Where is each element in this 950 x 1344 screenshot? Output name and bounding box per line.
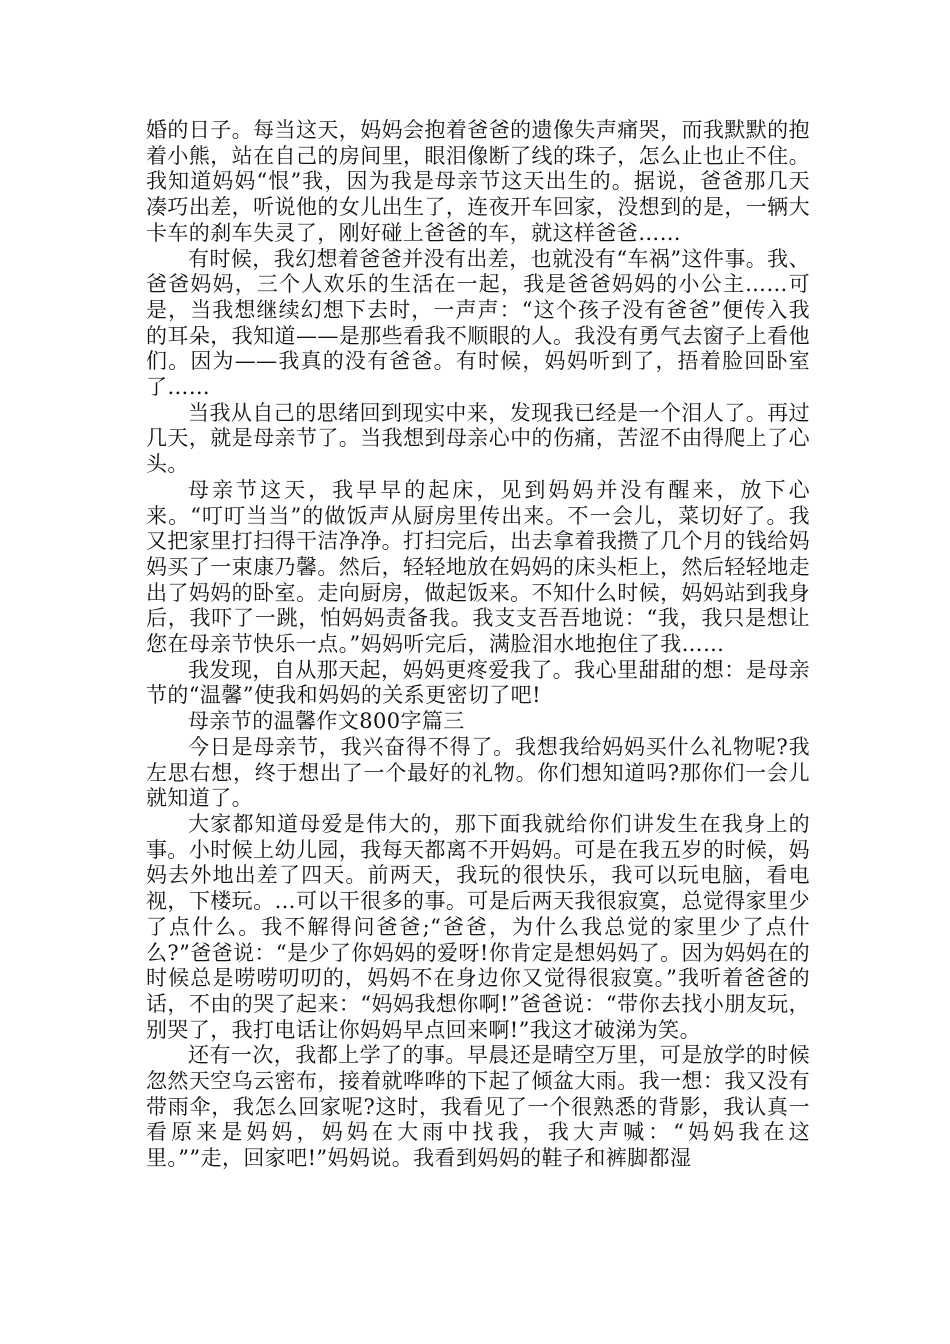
section-heading: 母亲节的温馨作文800字篇三 [188,709,465,734]
paragraph-5: 我发现，自从那天起，妈妈更疼爱我了。我心里甜甜的想：是母亲节的“温馨”使我和妈妈的关系更密切了吧! [146,657,810,708]
paragraph-4: 母亲节这天，我早早的起床，见到妈妈并没有醒来，放下心来。“叮叮当当”的做饭声从厨房里传出来。不一会儿，菜切好了。我又把家里打扫得干洁净净。打扫完后，出去拿着我攒了几个月的钱给妈妈买了一束康乃馨。然后，轻轻地放在妈妈的床头柜上，然后轻轻地走出了妈妈的卧室。走向厨房，做起饭来。不知什么时候，妈妈站到我身后，我吓了一跳，怕妈妈责备我。我支支吾吾地说：“我，我只是想让您在母亲节快乐一点。”妈妈听完后，满脸泪水地抱住了我…… [146,477,810,657]
paragraph-6: 今日是母亲节，我兴奋得不得了。我想我给妈妈买什么礼物呢?我左思右想，终于想出了一个最好的礼物。你们想知道吗?那你们一会儿就知道了。 [146,734,810,811]
document-body [146,118,810,1172]
paragraph-2: 有时候，我幻想着爸爸并没有出差，也就没有“车祸”这件事。我、爸爸妈妈，三个人欢乐的生活在一起，我是爸爸妈妈的小公主……可是，当我想继续幻想下去时，一声声：“这个孩子没有爸爸”便传入我的耳朵，我知道——是那些看我不顺眼的人。我没有勇气去窗子上看他们。因为——我真的没有爸爸。有时候，妈妈听到了，捂着脸回卧室了…… [146,246,810,400]
paragraph-7: 大家都知道母爱是伟大的，那下面我就给你们讲发生在我身上的事。小时候上幼儿园，我每天都离不开妈妈。可是在我五岁的时候，妈妈去外地出差了四天。前两天，我玩的很快乐，我可以玩电脑，看电视，下楼玩。…可以干很多的事。可是后两天我很寂寞，总觉得家里少了点什么。我不解得问爸爸;“爸爸，为什么我总觉的家里少了点什么?”爸爸说：“是少了你妈妈的爱呀!你肯定是想妈妈了。因为妈妈在的时候总是唠唠叨叨的，妈妈不在身边你又觉得很寂寞。”我听着爸爸的话，不由的哭了起来：“妈妈我想你啊!”爸爸说：“带你去找小朋友玩，别哭了，我打电话让你妈妈早点回来啊!”我这才破涕为笑。 [146,811,810,1042]
paragraph-1: 婚的日子。每当这天，妈妈会抱着爸爸的遗像失声痛哭，而我默默的抱着小熊，站在自己的房间里，眼泪像断了线的珠子，怎么止也止不住。我知道妈妈“恨”我，因为我是母亲节这天出生的。据说，爸爸那几天凑巧出差，听说他的女儿出生了，连夜开车回家，没想到的是，一辆大卡车的刹车失灵了，刚好碰上爸爸的车，就这样爸爸…… [146,118,810,245]
paragraph-8: 还有一次，我都上学了的事。早晨还是晴空万里，可是放学的时候忽然天空乌云密布，接着就哗哗的下起了倾盆大雨。我一想：我又没有带雨伞，我怎么回家呢?这时，我看见了一个很熟悉的背影，我认真一看原来是妈妈，妈妈在大雨中找我，我大声喊：“妈妈我在这里。””走，回家吧!”妈妈说。我看到妈妈的鞋子和裤脚都湿 [146,1043,810,1171]
paragraph-3: 当我从自己的思绪回到现实中来，发现我已经是一个泪人了。再过几天，就是母亲节了。当我想到母亲心中的伤痛，苦涩不由得爬上了心头。 [146,400,810,477]
